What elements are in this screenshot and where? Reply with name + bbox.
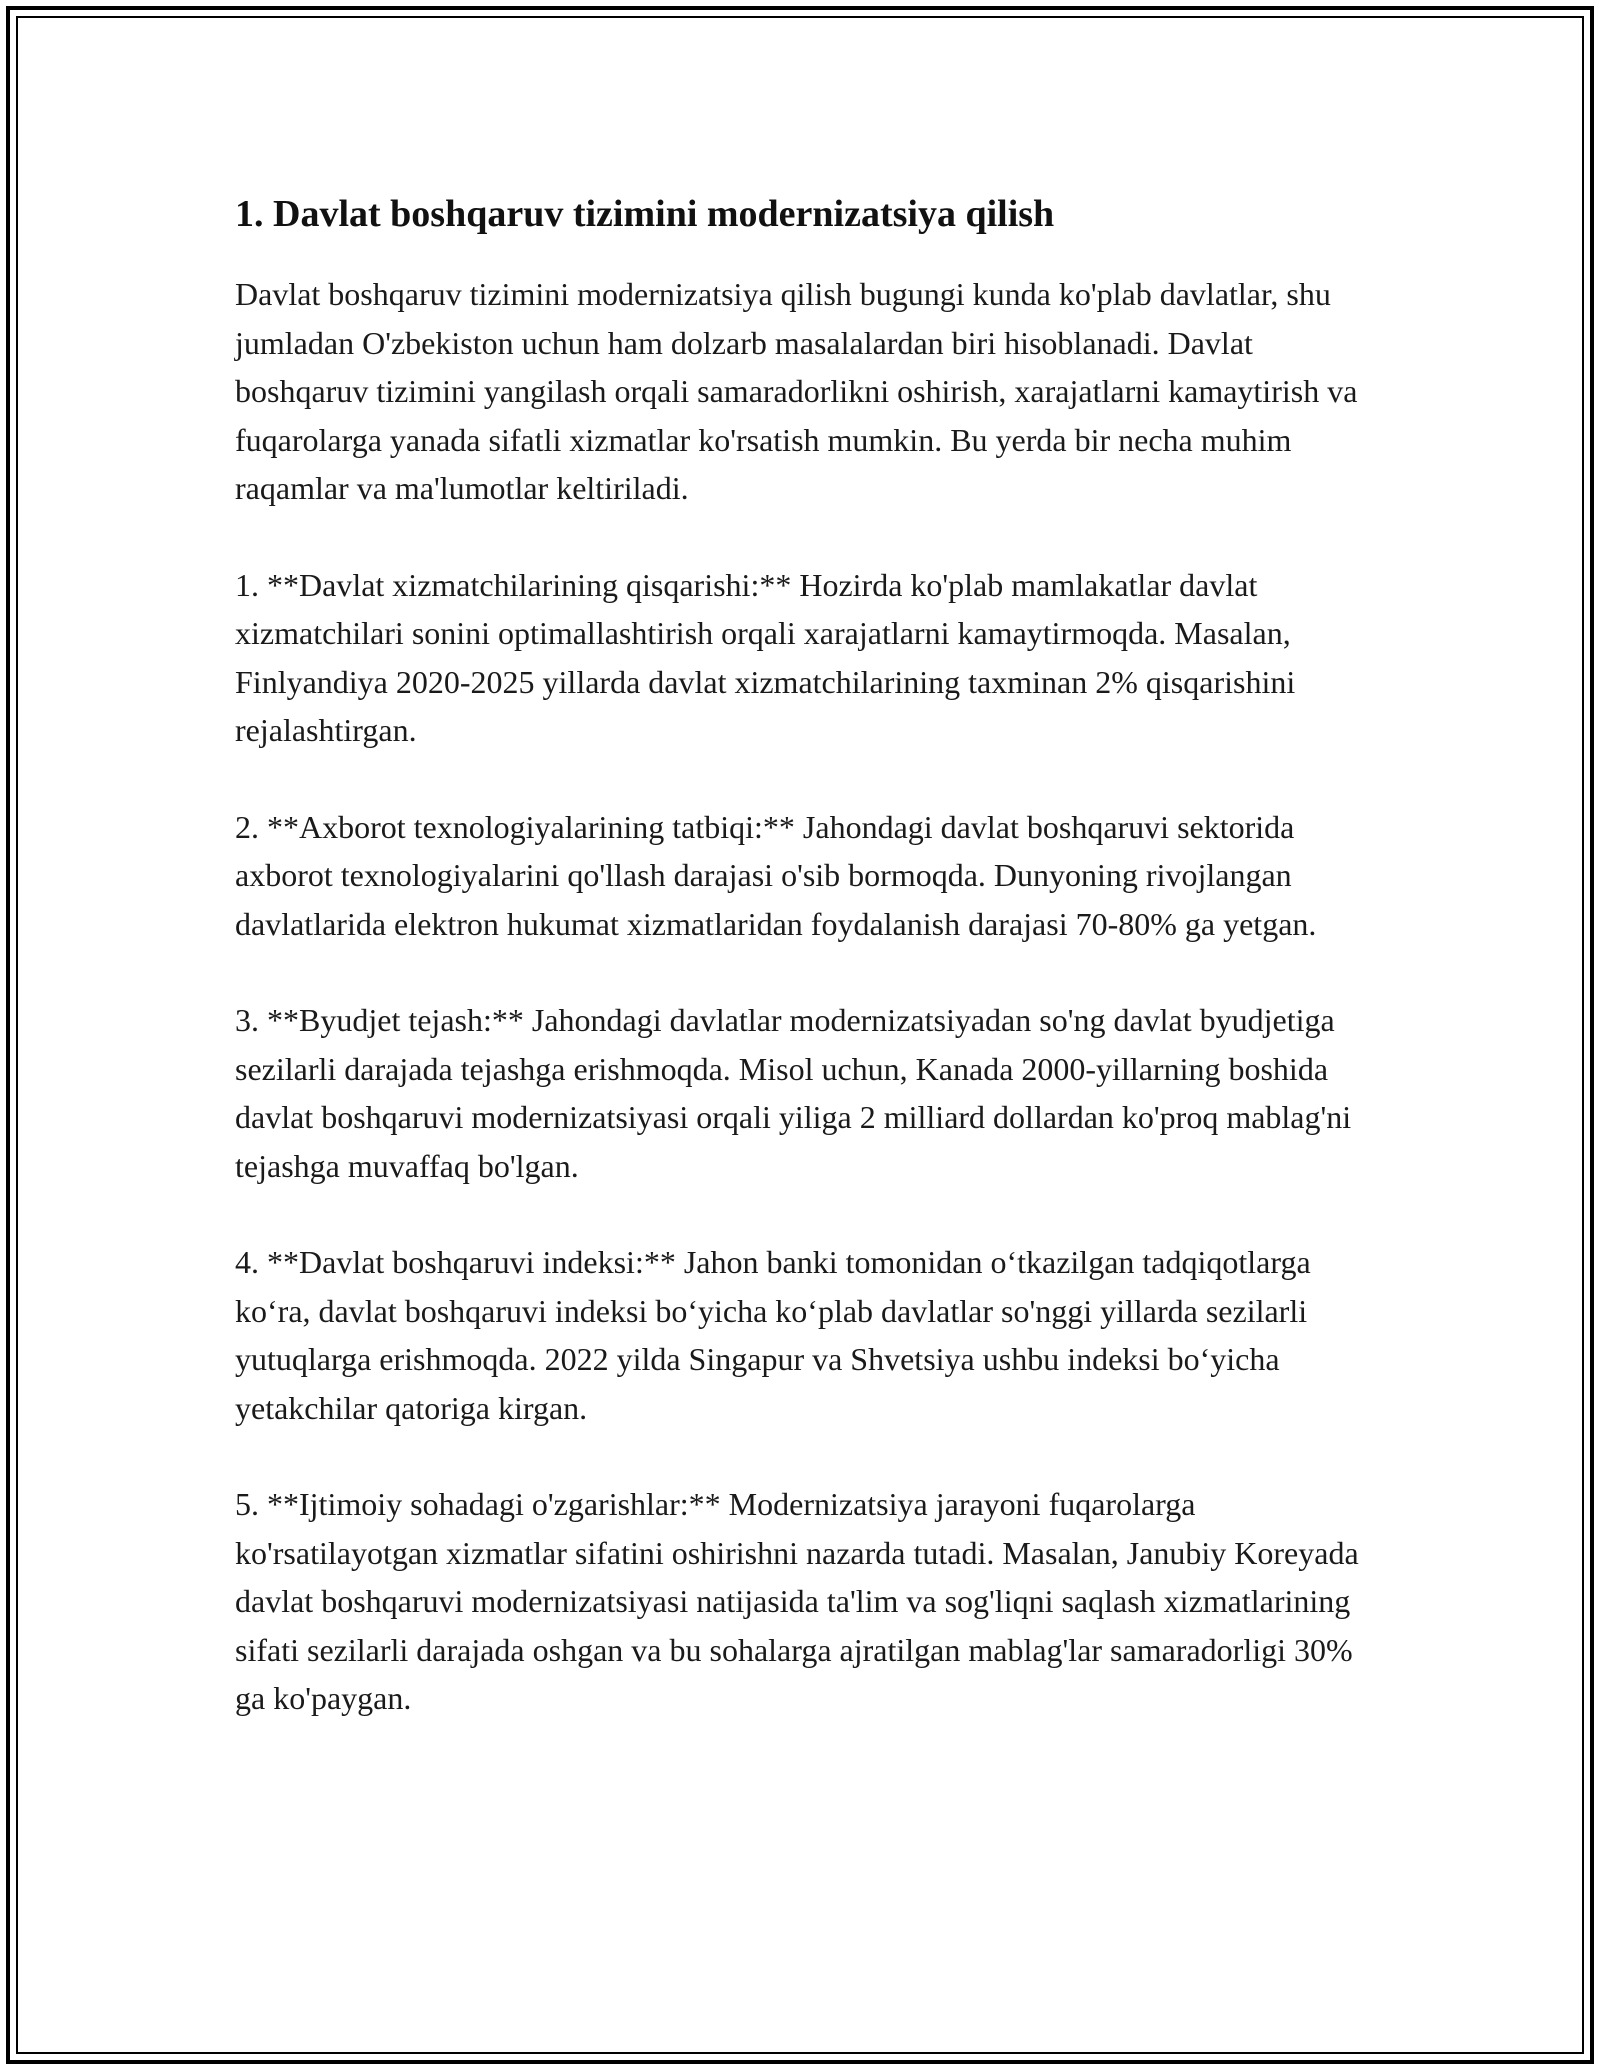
section-title: 1. Davlat boshqaruv tizimini modernizatsiya qilish [235,193,1055,235]
list-item-budget-savings: 3. **Byudjet tejash:** Jahondagi davlatlar modernizatsiyadan so'ng davlat byudjetiga sezilarli darajada tejashga erishmoqda. Misol uchun, Kanada 2000-yillarning boshida davlat boshqaruvi modernizatsiyasi orqali yiliga 2 milliard dollardan ko'proq mablag'ni tejashga muvaffaq bo'lgan. [235,1002,1352,1184]
document-body [235,188,1365,1771]
list-item-social-changes: 5. **Ijtimoiy sohadagi o'zgarishlar:** Modernizatsiya jarayoni fuqarolarga ko'rsatilayotgan xizmatlar sifatini oshirishni nazarda tutadi. Masalan, Janubiy Koreyada davlat boshqaruvi modernizatsiyasi natijasida ta'lim va sog'liqni saqlash xizmatlarining sifati sezilarli darajada oshgan va bu sohalarga ajratilgan mablag'lar samaradorligi 30% ga ko'paygan. [235,1486,1359,1716]
list-item-governance-index: 4. **Davlat boshqaruvi indeksi:** Jahon banki tomonidan o‘tkazilgan tadqiqotlarga ko‘ra, davlat boshqaruvi indeksi bo‘yicha ko‘plab davlatlar so'nggi yillarda sezilarli yutuqlarga erishmoqda. 2022 yilda Singapur va Shvetsiya ushbu indeksi bo‘yicha yetakchilar qatoriga kirgan. [235,1244,1311,1426]
list-item-staff-reduction: 1. **Davlat xizmatchilarining qisqarishi:** Hozirda ko'plab mamlakatlar davlat xizmatchilari sonini optimallashtirish orqali xarajatlarni kamaytirmoqda. Masalan, Finlyandiya 2020-2025 yillarda davlat xizmatchilarining taxminan 2% qisqarishini rejalashtirgan. [235,566,1296,748]
intro-paragraph: Davlat boshqaruv tizimini modernizatsiya qilish bugungi kunda ko'plab davlatlar, shu jumladan O'zbekiston uchun ham dolzarb masalalardan biri hisoblanadi. Davlat boshqaruv tizimini yangilash orqali samaradorlikni oshirish, xarajatlarni kamaytirish va fuqarolarga yanada sifatli xizmatlar ko'rsatish mumkin. Bu yerda bir necha muhim raqamlar va ma'lumotlar keltiriladi. [235,276,1358,506]
list-item-it-adoption: 2. **Axborot texnologiyalarining tatbiqi:** Jahondagi davlat boshqaruvi sektorida axborot texnologiyalarini qo'llash darajasi o'sib bormoqda. Dunyoning rivojlangan davlatlarida elektron hukumat xizmatlaridan foydalanish darajasi 70-80% ga yetgan. [235,808,1317,942]
